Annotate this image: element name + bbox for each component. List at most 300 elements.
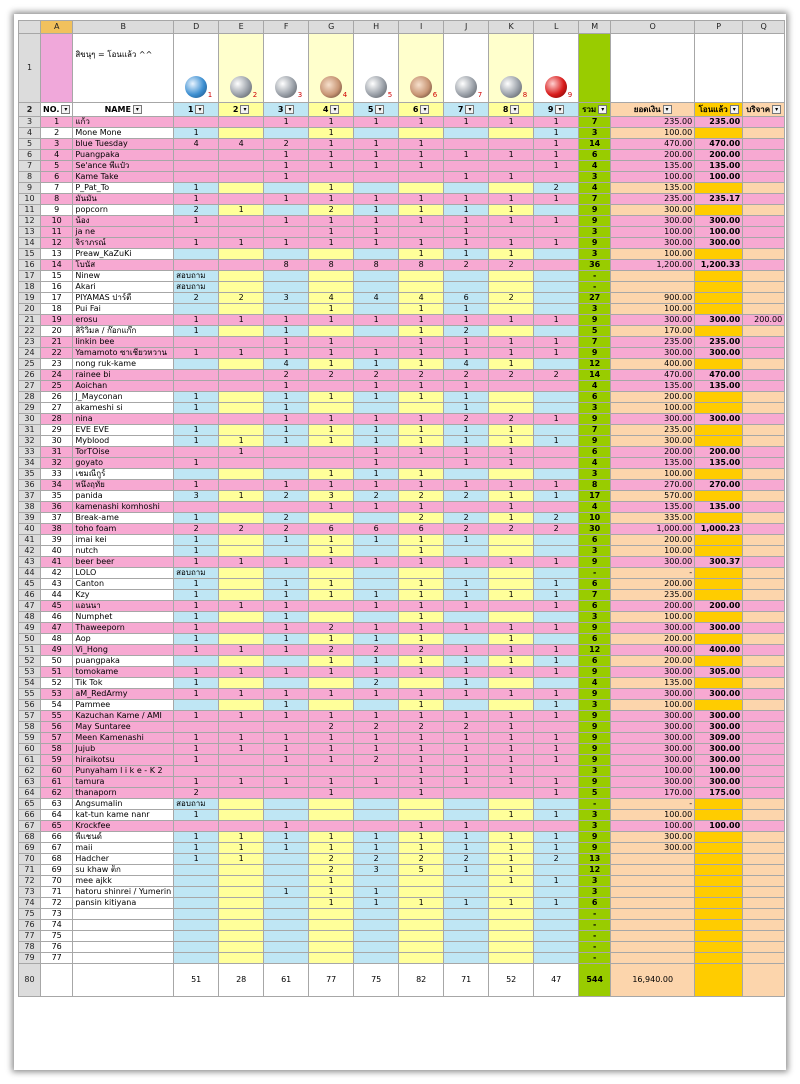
amount-value[interactable]: 100.00 (611, 128, 695, 139)
item-count-9[interactable]: 1 (534, 348, 579, 359)
item-count-1[interactable] (174, 249, 219, 260)
member-name[interactable]: Break-ame (73, 513, 174, 524)
entry-number[interactable]: 67 (41, 843, 73, 854)
item-count-9[interactable]: 1 (534, 491, 579, 502)
item-count-5[interactable] (354, 788, 399, 799)
paid-value[interactable]: 309.00 (695, 733, 743, 744)
paid-value[interactable]: 175.00 (695, 788, 743, 799)
item-count-2[interactable]: 1 (219, 854, 264, 865)
entry-number[interactable]: 75 (41, 931, 73, 942)
item-count-8[interactable]: 1 (489, 645, 534, 656)
item-count-9[interactable] (534, 304, 579, 315)
item-count-6[interactable]: 1 (399, 777, 444, 788)
item-count-8[interactable] (489, 612, 534, 623)
entry-number[interactable]: 59 (41, 755, 73, 766)
paid-value[interactable]: 300.37 (695, 557, 743, 568)
entry-number[interactable]: 5 (41, 161, 73, 172)
donate-value[interactable] (743, 722, 785, 733)
item-count-1[interactable]: 1 (174, 832, 219, 843)
row-total[interactable]: 6 (579, 898, 611, 909)
donate-value[interactable] (743, 337, 785, 348)
item-count-3[interactable] (264, 942, 309, 953)
donate-value[interactable] (743, 205, 785, 216)
item-count-1[interactable]: 1 (174, 315, 219, 326)
item-count-9[interactable]: 1 (534, 139, 579, 150)
item-count-1[interactable] (174, 700, 219, 711)
item-count-9[interactable]: 1 (534, 645, 579, 656)
item-count-1[interactable]: 1 (174, 689, 219, 700)
member-name[interactable]: Pui Fai (73, 304, 174, 315)
item-count-7[interactable]: 1 (444, 304, 489, 315)
item-count-7[interactable]: 1 (444, 865, 489, 876)
row-total[interactable]: 9 (579, 348, 611, 359)
amount-value[interactable]: 300.00 (611, 557, 695, 568)
column-header-q[interactable]: Q (743, 21, 785, 34)
item-count-6[interactable]: 1 (399, 447, 444, 458)
member-name[interactable]: Akari (73, 282, 174, 293)
item-count-8[interactable] (489, 546, 534, 557)
entry-number[interactable]: 53 (41, 689, 73, 700)
item-count-6[interactable]: 1 (399, 381, 444, 392)
item-count-3[interactable] (264, 722, 309, 733)
entry-number[interactable]: 50 (41, 656, 73, 667)
item-count-5[interactable]: 1 (354, 843, 399, 854)
entry-number[interactable]: 8 (41, 194, 73, 205)
item-count-3[interactable]: 1 (264, 645, 309, 656)
item-count-5[interactable] (354, 909, 399, 920)
column-header-d[interactable]: D (174, 21, 219, 34)
item-count-9[interactable] (534, 920, 579, 931)
paid-value[interactable] (695, 436, 743, 447)
item-count-2[interactable] (219, 535, 264, 546)
paid-value[interactable] (695, 403, 743, 414)
item-count-1[interactable] (174, 909, 219, 920)
item-count-9[interactable]: 2 (534, 513, 579, 524)
item-count-8[interactable] (489, 227, 534, 238)
item-count-6[interactable]: 2 (399, 513, 444, 524)
item-count-3[interactable]: 1 (264, 425, 309, 436)
item-count-7[interactable] (444, 953, 489, 964)
item-count-3[interactable]: 8 (264, 260, 309, 271)
item-count-5[interactable]: 1 (354, 194, 399, 205)
paid-value[interactable]: 200.00 (695, 447, 743, 458)
item-count-5[interactable]: 2 (354, 678, 399, 689)
row-number[interactable]: 75 (19, 909, 41, 920)
item-count-9[interactable]: 1 (534, 601, 579, 612)
filter-dropdown-icon[interactable]: ▾ (285, 105, 294, 114)
member-name[interactable]: LOLO (73, 568, 174, 579)
item-count-7[interactable] (444, 810, 489, 821)
row-total[interactable]: 9 (579, 689, 611, 700)
member-name[interactable]: Se'ance พี่แป๋ว (73, 161, 174, 172)
filter-dropdown-icon[interactable]: ▾ (598, 105, 607, 114)
donate-value[interactable] (743, 524, 785, 535)
item-count-9[interactable] (534, 260, 579, 271)
item-count-4[interactable]: 2 (309, 865, 354, 876)
item-count-2[interactable] (219, 755, 264, 766)
item-count-4[interactable] (309, 271, 354, 282)
row-total[interactable]: 12 (579, 359, 611, 370)
paid-value[interactable]: 305.00 (695, 667, 743, 678)
item-count-6[interactable]: 1 (399, 392, 444, 403)
donate-value[interactable] (743, 656, 785, 667)
amount-value[interactable]: 135.00 (611, 183, 695, 194)
item-count-2[interactable] (219, 216, 264, 227)
item-count-2[interactable] (219, 403, 264, 414)
item-count-3[interactable] (264, 205, 309, 216)
donate-value[interactable] (743, 590, 785, 601)
donate-value[interactable] (743, 678, 785, 689)
item-count-8[interactable]: 1 (489, 854, 534, 865)
item-count-3[interactable]: 1 (264, 150, 309, 161)
item-count-1[interactable] (174, 876, 219, 887)
amount-value[interactable] (611, 931, 695, 942)
amount-value[interactable]: 300.00 (611, 843, 695, 854)
row-total[interactable]: 3 (579, 821, 611, 832)
member-name[interactable]: goyato (73, 458, 174, 469)
member-name[interactable]: โบนัส (73, 260, 174, 271)
item-count-7[interactable]: 1 (444, 447, 489, 458)
item-count-5[interactable]: 1 (354, 139, 399, 150)
item-count-6[interactable] (399, 568, 444, 579)
amount-value[interactable]: 270.00 (611, 480, 695, 491)
item-count-8[interactable] (489, 139, 534, 150)
entry-number[interactable]: 12 (41, 238, 73, 249)
item-count-4[interactable] (309, 447, 354, 458)
donate-value[interactable] (743, 777, 785, 788)
item-count-8[interactable]: 1 (489, 810, 534, 821)
item-count-9[interactable]: 1 (534, 216, 579, 227)
item-count-2[interactable] (219, 392, 264, 403)
item-count-4[interactable] (309, 799, 354, 810)
item-count-1[interactable]: 1 (174, 480, 219, 491)
donate-value[interactable] (743, 788, 785, 799)
amount-value[interactable]: 100.00 (611, 469, 695, 480)
item-count-5[interactable]: 1 (354, 502, 399, 513)
item-count-3[interactable]: 2 (264, 513, 309, 524)
donate-value[interactable] (743, 194, 785, 205)
item-count-2[interactable] (219, 821, 264, 832)
amount-value[interactable] (611, 271, 695, 282)
item-count-5[interactable]: 1 (354, 832, 399, 843)
item-count-1[interactable]: 1 (174, 436, 219, 447)
row-total[interactable]: 9 (579, 216, 611, 227)
item-count-9[interactable] (534, 249, 579, 260)
amount-value[interactable] (611, 909, 695, 920)
paid-value[interactable] (695, 854, 743, 865)
donate-value[interactable] (743, 513, 785, 524)
item-count-7[interactable]: 1 (444, 436, 489, 447)
entry-number[interactable]: 16 (41, 282, 73, 293)
item-count-7[interactable]: 4 (444, 359, 489, 370)
item-count-6[interactable]: 1 (399, 502, 444, 513)
item-count-2[interactable] (219, 128, 264, 139)
item-count-1[interactable]: 1 (174, 711, 219, 722)
row-total[interactable]: 6 (579, 656, 611, 667)
item-count-2[interactable] (219, 194, 264, 205)
item-count-5[interactable]: 2 (354, 722, 399, 733)
item-count-3[interactable] (264, 249, 309, 260)
filter-dropdown-icon[interactable]: ▾ (61, 105, 70, 114)
donate-value[interactable] (743, 128, 785, 139)
amount-value[interactable]: 200.00 (611, 535, 695, 546)
row-number[interactable]: 41 (19, 535, 41, 546)
item-count-1[interactable]: 1 (174, 645, 219, 656)
amount-value[interactable]: 300.00 (611, 777, 695, 788)
entry-number[interactable]: 6 (41, 172, 73, 183)
amount-value[interactable]: 100.00 (611, 227, 695, 238)
paid-value[interactable]: 300.00 (695, 348, 743, 359)
item-count-5[interactable] (354, 304, 399, 315)
item-count-6[interactable]: 5 (399, 865, 444, 876)
item-count-7[interactable]: 1 (444, 205, 489, 216)
item-count-2[interactable]: 1 (219, 601, 264, 612)
member-name[interactable]: tomokame (73, 667, 174, 678)
row-number[interactable]: 57 (19, 711, 41, 722)
row-number[interactable]: 7 (19, 161, 41, 172)
item-count-6[interactable]: 1 (399, 656, 444, 667)
item-count-9[interactable] (534, 612, 579, 623)
donate-value[interactable] (743, 667, 785, 678)
item-count-9[interactable] (534, 909, 579, 920)
item-count-5[interactable]: 2 (354, 645, 399, 656)
item-count-2[interactable]: 1 (219, 777, 264, 788)
item-count-7[interactable]: 1 (444, 194, 489, 205)
row-number[interactable]: 33 (19, 447, 41, 458)
item-count-9[interactable] (534, 392, 579, 403)
row-total[interactable]: 9 (579, 436, 611, 447)
entry-number[interactable]: 71 (41, 887, 73, 898)
member-name[interactable]: แก้ว (73, 117, 174, 128)
item-count-5[interactable] (354, 700, 399, 711)
item-count-6[interactable]: 1 (399, 150, 444, 161)
entry-number[interactable]: 36 (41, 502, 73, 513)
filter-dropdown-icon[interactable]: ▾ (420, 105, 429, 114)
row-number[interactable]: 44 (19, 568, 41, 579)
item-count-4[interactable]: 1 (309, 590, 354, 601)
member-name[interactable]: Ninew (73, 271, 174, 282)
item-count-7[interactable] (444, 183, 489, 194)
item-count-2[interactable]: 4 (219, 139, 264, 150)
item-count-1[interactable] (174, 304, 219, 315)
item-count-2[interactable]: 1 (219, 491, 264, 502)
amount-value[interactable]: 300.00 (611, 689, 695, 700)
item-count-7[interactable]: 1 (444, 777, 489, 788)
item-count-9[interactable]: 1 (534, 414, 579, 425)
member-name[interactable]: เชมณีกูร์ (73, 469, 174, 480)
donate-value[interactable] (743, 579, 785, 590)
donate-value[interactable] (743, 898, 785, 909)
header-name[interactable] (73, 103, 174, 117)
item-count-2[interactable]: 2 (219, 293, 264, 304)
donate-value[interactable] (743, 535, 785, 546)
paid-value[interactable]: 100.00 (695, 227, 743, 238)
item-count-6[interactable]: 1 (399, 843, 444, 854)
member-name[interactable] (73, 931, 174, 942)
amount-value[interactable]: 300.00 (611, 238, 695, 249)
item-count-9[interactable]: 1 (534, 590, 579, 601)
member-name[interactable]: Jujub (73, 744, 174, 755)
item-count-7[interactable] (444, 920, 489, 931)
item-count-5[interactable]: 2 (354, 755, 399, 766)
row-number[interactable]: 52 (19, 656, 41, 667)
paid-value[interactable]: 300.00 (695, 238, 743, 249)
item-count-1[interactable]: 1 (174, 392, 219, 403)
item-count-8[interactable] (489, 392, 534, 403)
paid-value[interactable] (695, 282, 743, 293)
item-count-5[interactable] (354, 128, 399, 139)
item-count-1[interactable]: 1 (174, 733, 219, 744)
donate-value[interactable] (743, 876, 785, 887)
item-count-5[interactable] (354, 282, 399, 293)
paid-value[interactable] (695, 887, 743, 898)
column-header-e[interactable]: E (219, 21, 264, 34)
item-count-2[interactable] (219, 260, 264, 271)
paid-value[interactable]: 100.00 (695, 821, 743, 832)
item-count-7[interactable]: 2 (444, 326, 489, 337)
item-count-4[interactable]: 1 (309, 788, 354, 799)
amount-value[interactable] (611, 282, 695, 293)
item-count-4[interactable]: 1 (309, 194, 354, 205)
amount-value[interactable]: 470.00 (611, 370, 695, 381)
donate-value[interactable] (743, 425, 785, 436)
item-count-5[interactable]: 1 (354, 711, 399, 722)
amount-value[interactable]: 300.00 (611, 755, 695, 766)
item-count-3[interactable] (264, 546, 309, 557)
entry-number[interactable]: 68 (41, 854, 73, 865)
row-total[interactable]: - (579, 799, 611, 810)
filter-dropdown-icon[interactable]: ▾ (663, 105, 672, 114)
item-count-3[interactable]: 1 (264, 711, 309, 722)
item-count-9[interactable] (534, 227, 579, 238)
item-count-1[interactable]: 1 (174, 128, 219, 139)
item-count-1[interactable] (174, 953, 219, 964)
item-count-4[interactable]: 1 (309, 579, 354, 590)
member-name[interactable]: Kazuchan Kame / AMI (73, 711, 174, 722)
paid-value[interactable]: 235.00 (695, 117, 743, 128)
donate-value[interactable] (743, 711, 785, 722)
row-number[interactable]: 37 (19, 491, 41, 502)
amount-value[interactable]: 135.00 (611, 678, 695, 689)
item-count-1[interactable] (174, 117, 219, 128)
row-number[interactable]: 30 (19, 414, 41, 425)
item-count-8[interactable]: 1 (489, 458, 534, 469)
row-number[interactable]: 62 (19, 766, 41, 777)
item-count-4[interactable] (309, 249, 354, 260)
item-count-1[interactable]: 1 (174, 601, 219, 612)
paid-value[interactable] (695, 491, 743, 502)
paid-value[interactable] (695, 513, 743, 524)
item-count-7[interactable] (444, 887, 489, 898)
item-count-7[interactable]: 1 (444, 557, 489, 568)
item-count-6[interactable]: 1 (399, 161, 444, 172)
filter-dropdown-icon[interactable]: ▾ (375, 105, 384, 114)
item-count-7[interactable]: 2 (444, 854, 489, 865)
item-count-7[interactable] (444, 942, 489, 953)
item-count-8[interactable] (489, 469, 534, 480)
row-total[interactable]: 9 (579, 557, 611, 568)
item-count-9[interactable]: 1 (534, 150, 579, 161)
item-count-1[interactable]: 1 (174, 326, 219, 337)
amount-value[interactable]: 235.00 (611, 337, 695, 348)
row-total[interactable]: - (579, 568, 611, 579)
item-count-3[interactable] (264, 799, 309, 810)
amount-value[interactable]: 100.00 (611, 810, 695, 821)
member-name[interactable]: TorTOise (73, 447, 174, 458)
row-number[interactable]: 54 (19, 678, 41, 689)
amount-value[interactable] (611, 942, 695, 953)
item-count-5[interactable]: 1 (354, 447, 399, 458)
donate-value[interactable] (743, 238, 785, 249)
item-count-5[interactable]: 1 (354, 161, 399, 172)
entry-number[interactable]: 20 (41, 326, 73, 337)
row-total[interactable]: 10 (579, 513, 611, 524)
amount-value[interactable]: 335.00 (611, 513, 695, 524)
member-name[interactable]: PIYAMAS ปาร์ตี้ (73, 293, 174, 304)
item-count-1[interactable]: 1 (174, 623, 219, 634)
item-count-6[interactable] (399, 876, 444, 887)
row-number[interactable]: 27 (19, 381, 41, 392)
member-name[interactable]: tamura (73, 777, 174, 788)
item-count-6[interactable]: 1 (399, 117, 444, 128)
item-count-2[interactable] (219, 172, 264, 183)
item-count-3[interactable] (264, 931, 309, 942)
donate-value[interactable] (743, 546, 785, 557)
amount-value[interactable]: 100.00 (611, 249, 695, 260)
item-count-6[interactable] (399, 920, 444, 931)
row-total[interactable]: 6 (579, 579, 611, 590)
item-count-1[interactable]: 1 (174, 535, 219, 546)
item-count-7[interactable]: 1 (444, 337, 489, 348)
item-count-3[interactable] (264, 854, 309, 865)
row-total[interactable]: 3 (579, 612, 611, 623)
item-count-8[interactable]: 1 (489, 194, 534, 205)
row-total[interactable]: 9 (579, 315, 611, 326)
item-count-7[interactable] (444, 876, 489, 887)
item-count-9[interactable]: 2 (534, 183, 579, 194)
filter-dropdown-icon[interactable]: ▾ (195, 105, 204, 114)
row-number[interactable]: 17 (19, 271, 41, 282)
donate-value[interactable] (743, 821, 785, 832)
entry-number[interactable]: 58 (41, 744, 73, 755)
donate-value[interactable] (743, 469, 785, 480)
row-number[interactable]: 2 (19, 103, 41, 117)
item-count-1[interactable]: 1 (174, 546, 219, 557)
item-count-5[interactable]: 1 (354, 436, 399, 447)
item-count-5[interactable]: 2 (354, 491, 399, 502)
item-count-5[interactable]: 2 (354, 370, 399, 381)
row-number[interactable]: 69 (19, 843, 41, 854)
item-count-7[interactable]: 1 (444, 535, 489, 546)
donate-value[interactable] (743, 348, 785, 359)
item-count-6[interactable]: 1 (399, 744, 444, 755)
row-number[interactable]: 4 (19, 128, 41, 139)
item-count-7[interactable]: 2 (444, 370, 489, 381)
item-count-8[interactable]: 1 (489, 689, 534, 700)
item-count-2[interactable] (219, 799, 264, 810)
item-count-7[interactable]: 2 (444, 722, 489, 733)
entry-number[interactable]: 17 (41, 293, 73, 304)
member-name[interactable]: Aoichan (73, 381, 174, 392)
item-count-9[interactable] (534, 942, 579, 953)
item-count-2[interactable] (219, 337, 264, 348)
paid-value[interactable] (695, 249, 743, 260)
member-name[interactable]: pansin kitiyana (73, 898, 174, 909)
header-item-6[interactable] (399, 103, 444, 117)
item-count-4[interactable]: 1 (309, 392, 354, 403)
row-total[interactable]: 6 (579, 447, 611, 458)
item-count-2[interactable]: 1 (219, 645, 264, 656)
